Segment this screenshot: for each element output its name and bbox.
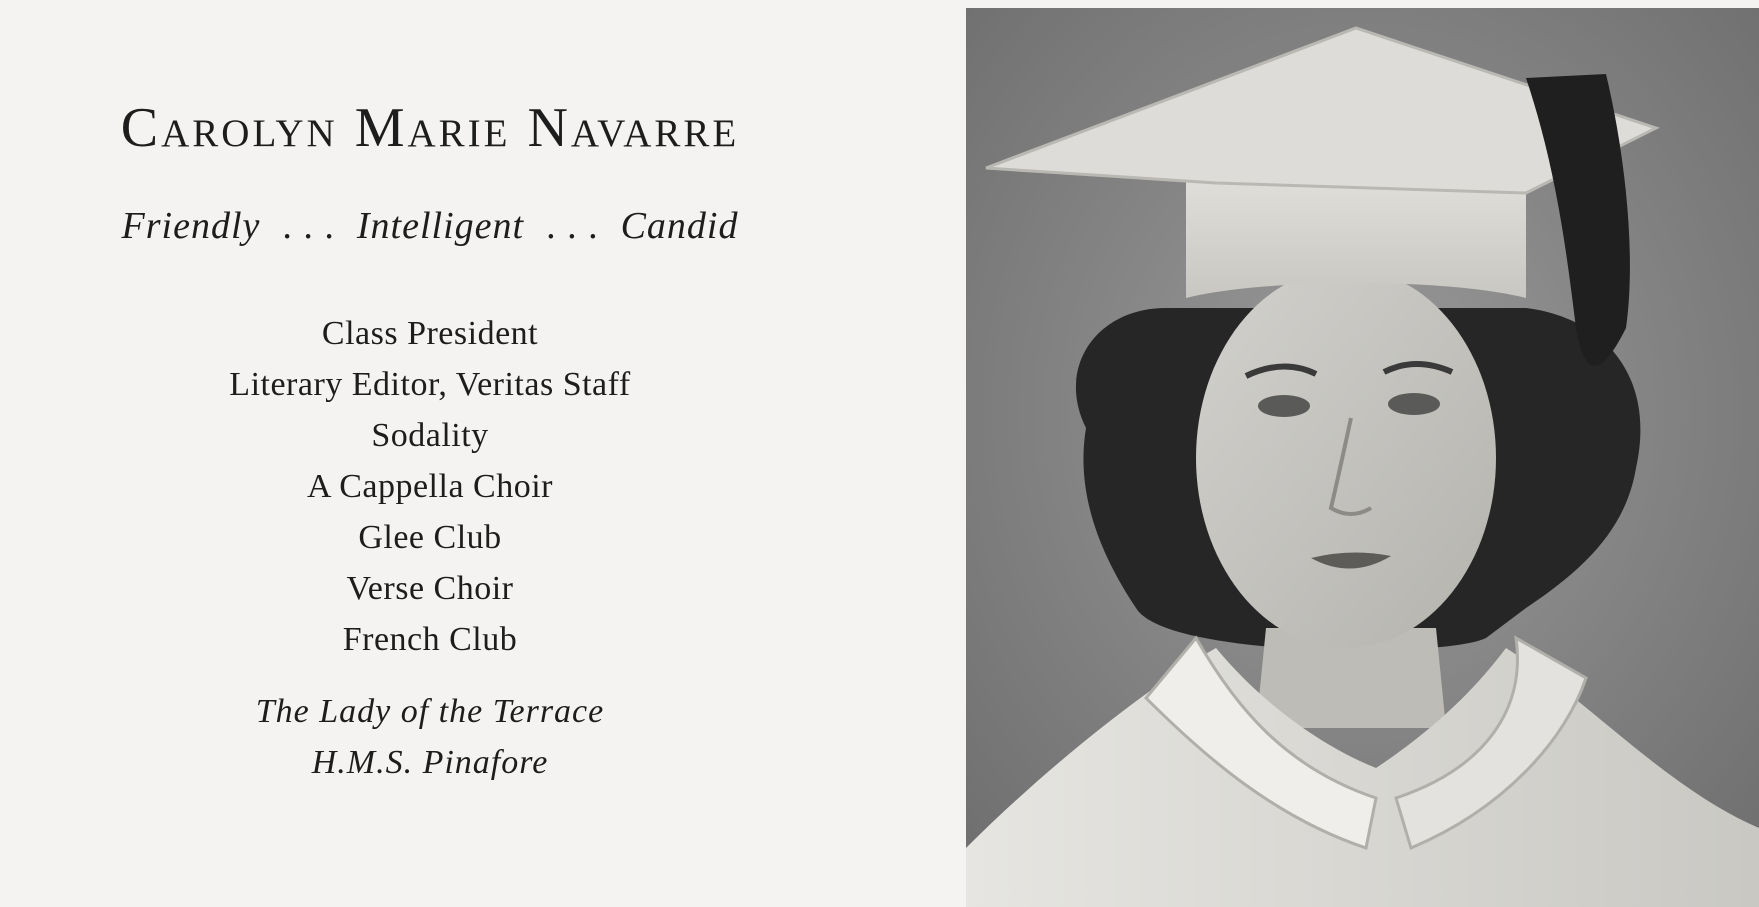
portrait-illustration bbox=[966, 8, 1759, 907]
right-eye bbox=[1388, 393, 1440, 415]
activity-item: Sodality bbox=[371, 417, 489, 454]
trait-1: Friendly bbox=[121, 205, 261, 247]
trait-2: Intelligent bbox=[356, 205, 525, 247]
trait-separator-2: . . . bbox=[546, 205, 599, 247]
trait-3: Candid bbox=[620, 205, 739, 247]
activity-item: Glee Club bbox=[358, 519, 502, 556]
graduation-portrait bbox=[966, 8, 1759, 907]
plays-list bbox=[0, 686, 860, 788]
activities-list bbox=[0, 308, 860, 665]
traits-line bbox=[0, 204, 860, 248]
activity-item: A Cappella Choir bbox=[307, 468, 553, 505]
activity-item: Literary Editor, Veritas Staff bbox=[229, 366, 631, 403]
text-panel bbox=[0, 0, 860, 907]
play-title: H.M.S. Pinafore bbox=[311, 744, 549, 781]
activity-item: French Club bbox=[342, 621, 518, 658]
left-eye bbox=[1258, 395, 1310, 417]
activity-item: Class President bbox=[321, 315, 539, 352]
face bbox=[1196, 268, 1496, 648]
activity-item: Verse Choir bbox=[346, 570, 514, 607]
trait-separator-1: . . . bbox=[282, 205, 335, 247]
student-name: Carolyn Marie Navarre bbox=[120, 97, 740, 159]
play-title: The Lady of the Terrace bbox=[255, 693, 605, 730]
